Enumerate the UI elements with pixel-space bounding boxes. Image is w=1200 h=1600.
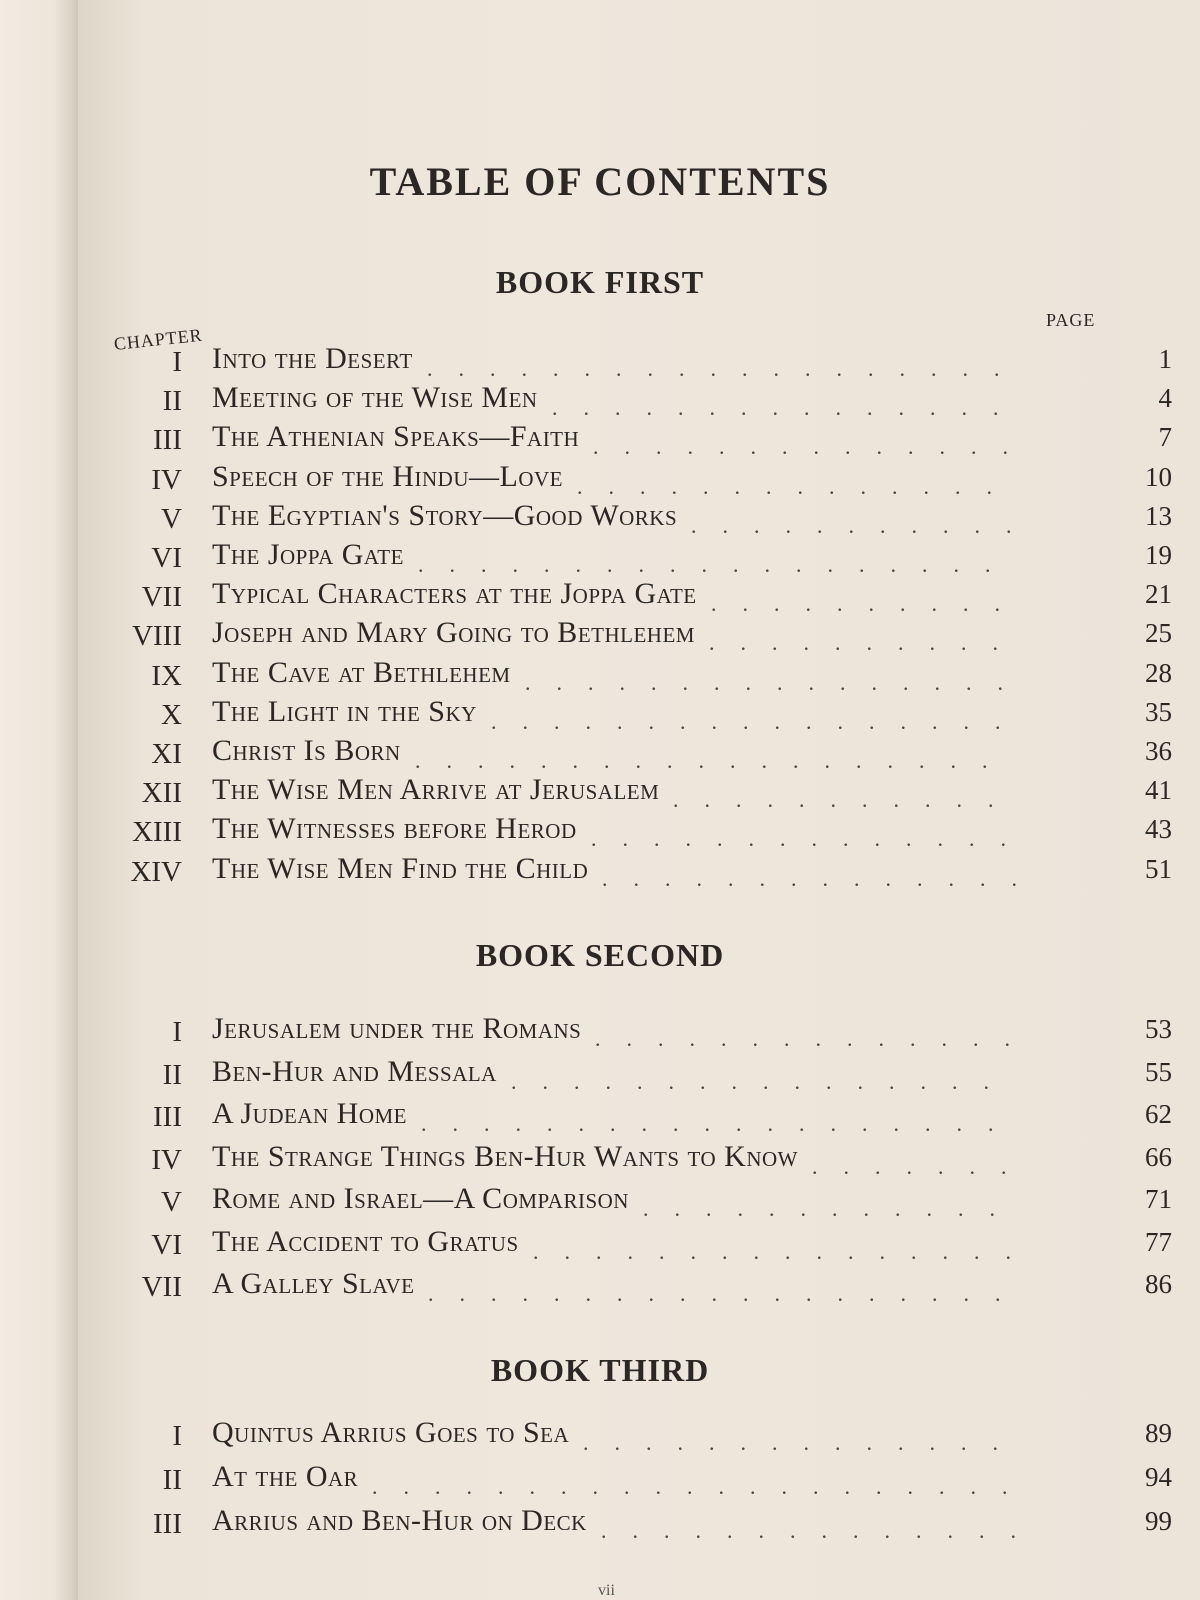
- chapter-title: Meeting of the Wise Men: [212, 381, 538, 415]
- dot-leader: ..............: [601, 1518, 1042, 1543]
- chapter-number: V: [161, 502, 182, 535]
- chapter-number: XI: [151, 738, 182, 770]
- page-number: 99: [1145, 1506, 1172, 1536]
- page-number: 55: [1145, 1056, 1172, 1087]
- book-heading: BOOK FIRST: [495, 264, 705, 300]
- toc-entry: [112, 420, 1172, 458]
- dot-leader: ...................: [428, 1281, 1027, 1306]
- chapter-number: X: [161, 698, 182, 731]
- chapter-title: Into the Desert: [212, 342, 413, 375]
- chapter-title: The Witnesses before Herod: [212, 812, 577, 846]
- toc-entry: [112, 616, 1172, 654]
- chapter-title: The Egyptian's Story—Good Works: [212, 498, 678, 532]
- chapter-number: II: [162, 385, 182, 418]
- chapter-number: VII: [141, 1271, 182, 1303]
- page-number: 35: [1145, 696, 1172, 727]
- chapter-title: Typical Characters at the Joppa Gate: [212, 577, 697, 611]
- dot-leader: ...................: [427, 356, 1026, 381]
- book-heading: BOOK SECOND: [475, 937, 725, 973]
- chapter-title: Arrius and Ben-Hur on Deck: [212, 1504, 587, 1537]
- chapter-title: At the Oar: [212, 1460, 359, 1493]
- chapter-title: A Galley Slave: [212, 1267, 415, 1300]
- page-number: 1: [1158, 344, 1172, 374]
- chapter-title: The Athenian Speaks—Faith: [212, 420, 580, 454]
- toc-entry: [112, 1504, 1172, 1542]
- dot-leader: ..............: [595, 1026, 1036, 1051]
- page-number: 21: [1145, 579, 1172, 610]
- page-number: 89: [1145, 1418, 1172, 1448]
- chapter-number: III: [153, 424, 182, 457]
- toc-entry: [112, 1182, 1172, 1220]
- dot-leader: ..............: [602, 865, 1043, 891]
- dot-leader: ..........: [711, 591, 1026, 617]
- dot-leader: ...................: [415, 748, 1014, 773]
- chapter-title: The Joppa Gate: [212, 538, 404, 571]
- chapter-number: VII: [141, 581, 182, 614]
- book-heading: BOOK THIRD: [490, 1352, 710, 1388]
- toc-entry: [112, 812, 1172, 850]
- dot-leader: ..............: [577, 473, 1018, 499]
- toc-entry: [112, 538, 1172, 576]
- toc-entry: [112, 460, 1172, 498]
- chapter-title: The Light in the Sky: [212, 694, 477, 728]
- page-number: 94: [1145, 1462, 1172, 1492]
- chapter-number: VIII: [132, 620, 182, 653]
- dot-leader: .....................: [372, 1474, 1034, 1499]
- chapter-number: IX: [151, 659, 182, 692]
- toc-entry: [112, 852, 1172, 890]
- dot-leader: ...........: [673, 787, 1020, 813]
- toc-entry: [112, 499, 1172, 537]
- toc-entry: [112, 1140, 1172, 1178]
- dot-leader: ..............: [591, 826, 1032, 852]
- chapter-number: VI: [151, 1228, 182, 1261]
- page-title: TABLE OF CONTENTS: [369, 159, 831, 204]
- page-number: 28: [1145, 657, 1172, 688]
- toc-entry: [112, 734, 1172, 772]
- chapter-title: Speech of the Hindu—Love: [212, 459, 563, 493]
- toc-entry: [112, 381, 1172, 419]
- chapter-number: XIII: [132, 816, 182, 849]
- chapter-number: XIV: [130, 855, 182, 888]
- chapter-title: The Accident to Gratus: [212, 1224, 519, 1258]
- chapter-number: I: [172, 1420, 182, 1452]
- toc-entry: [112, 342, 1172, 380]
- chapter-title: The Wise Men Arrive at Jerusalem: [212, 773, 660, 807]
- page-number: 7: [1158, 422, 1172, 453]
- page-number: 86: [1145, 1269, 1172, 1299]
- chapter-title: The Strange Things Ben-Hur Wants to Know: [212, 1139, 798, 1173]
- toc-entry: [112, 1225, 1172, 1263]
- chapter-title: Joseph and Mary Going to Bethlehem: [212, 616, 695, 650]
- dot-leader: ..............: [583, 1430, 1024, 1455]
- toc-entry: [112, 773, 1172, 811]
- chapter-number: I: [172, 346, 182, 378]
- dot-leader: ...............: [552, 395, 1025, 421]
- toc-entry: [112, 1012, 1172, 1050]
- page-number: 62: [1145, 1099, 1172, 1129]
- chapter-number: XII: [141, 777, 182, 810]
- page-number: 71: [1145, 1184, 1172, 1214]
- dot-leader: ...................: [418, 552, 1017, 577]
- page-number: 77: [1145, 1226, 1172, 1257]
- chapter-number: III: [153, 1101, 182, 1133]
- chapter-number: II: [162, 1058, 182, 1091]
- dot-leader: ...................: [421, 1111, 1020, 1136]
- chapter-title: Jerusalem under the Romans: [212, 1012, 582, 1045]
- toc-entry: [112, 1267, 1172, 1305]
- dot-leader: ................: [525, 669, 1029, 695]
- page-number: 36: [1145, 736, 1172, 766]
- dot-leader: ..............: [593, 434, 1034, 460]
- page-number: 66: [1145, 1141, 1172, 1172]
- chapter-title: The Wise Men Find the Child: [212, 851, 589, 885]
- page-column-label: PAGE: [1046, 310, 1096, 330]
- toc-entry: [112, 695, 1172, 733]
- chapter-number: IV: [151, 1143, 182, 1176]
- chapter-number: IV: [151, 463, 182, 496]
- toc-entry: [112, 1416, 1172, 1454]
- chapter-title: The Cave at Bethlehem: [212, 655, 511, 689]
- chapter-title: Rome and Israel—A Comparison: [212, 1182, 629, 1215]
- toc-entry: [112, 1055, 1172, 1093]
- page-number: 41: [1145, 775, 1172, 806]
- page-number: 13: [1145, 500, 1172, 531]
- toc-entry: [112, 577, 1172, 615]
- dot-leader: ...........: [691, 512, 1038, 538]
- page-number-mark: vii: [598, 1582, 615, 1599]
- chapter-number: II: [162, 1464, 182, 1496]
- page-number: 4: [1158, 383, 1172, 414]
- chapter-title: Christ Is Born: [212, 734, 401, 767]
- dot-leader: .................: [491, 708, 1027, 734]
- toc-entry: [112, 1460, 1172, 1498]
- dot-leader: ................: [511, 1068, 1015, 1094]
- page-number: 43: [1145, 814, 1172, 845]
- dot-leader: .......: [812, 1153, 1033, 1179]
- chapter-title: Ben-Hur and Messala: [212, 1054, 497, 1088]
- dot-leader: ..........: [709, 630, 1024, 656]
- dot-leader: ................: [533, 1238, 1037, 1264]
- page-number: 53: [1145, 1014, 1172, 1044]
- page-number: 51: [1145, 853, 1172, 884]
- chapter-title: A Judean Home: [212, 1097, 408, 1130]
- chapter-number: VI: [151, 542, 182, 574]
- page-number: 25: [1145, 618, 1172, 649]
- chapter-number: I: [172, 1016, 182, 1048]
- toc-entry: [112, 1097, 1172, 1135]
- page-number: 10: [1145, 461, 1172, 492]
- chapter-number: V: [161, 1186, 182, 1218]
- page-number: 19: [1145, 540, 1172, 570]
- dot-leader: ............: [643, 1196, 1021, 1221]
- chapter-column-label: CHAPTER: [112, 324, 204, 354]
- chapter-number: III: [153, 1508, 182, 1540]
- toc-entry: [112, 656, 1172, 694]
- chapter-title: Quintus Arrius Goes to Sea: [212, 1416, 570, 1449]
